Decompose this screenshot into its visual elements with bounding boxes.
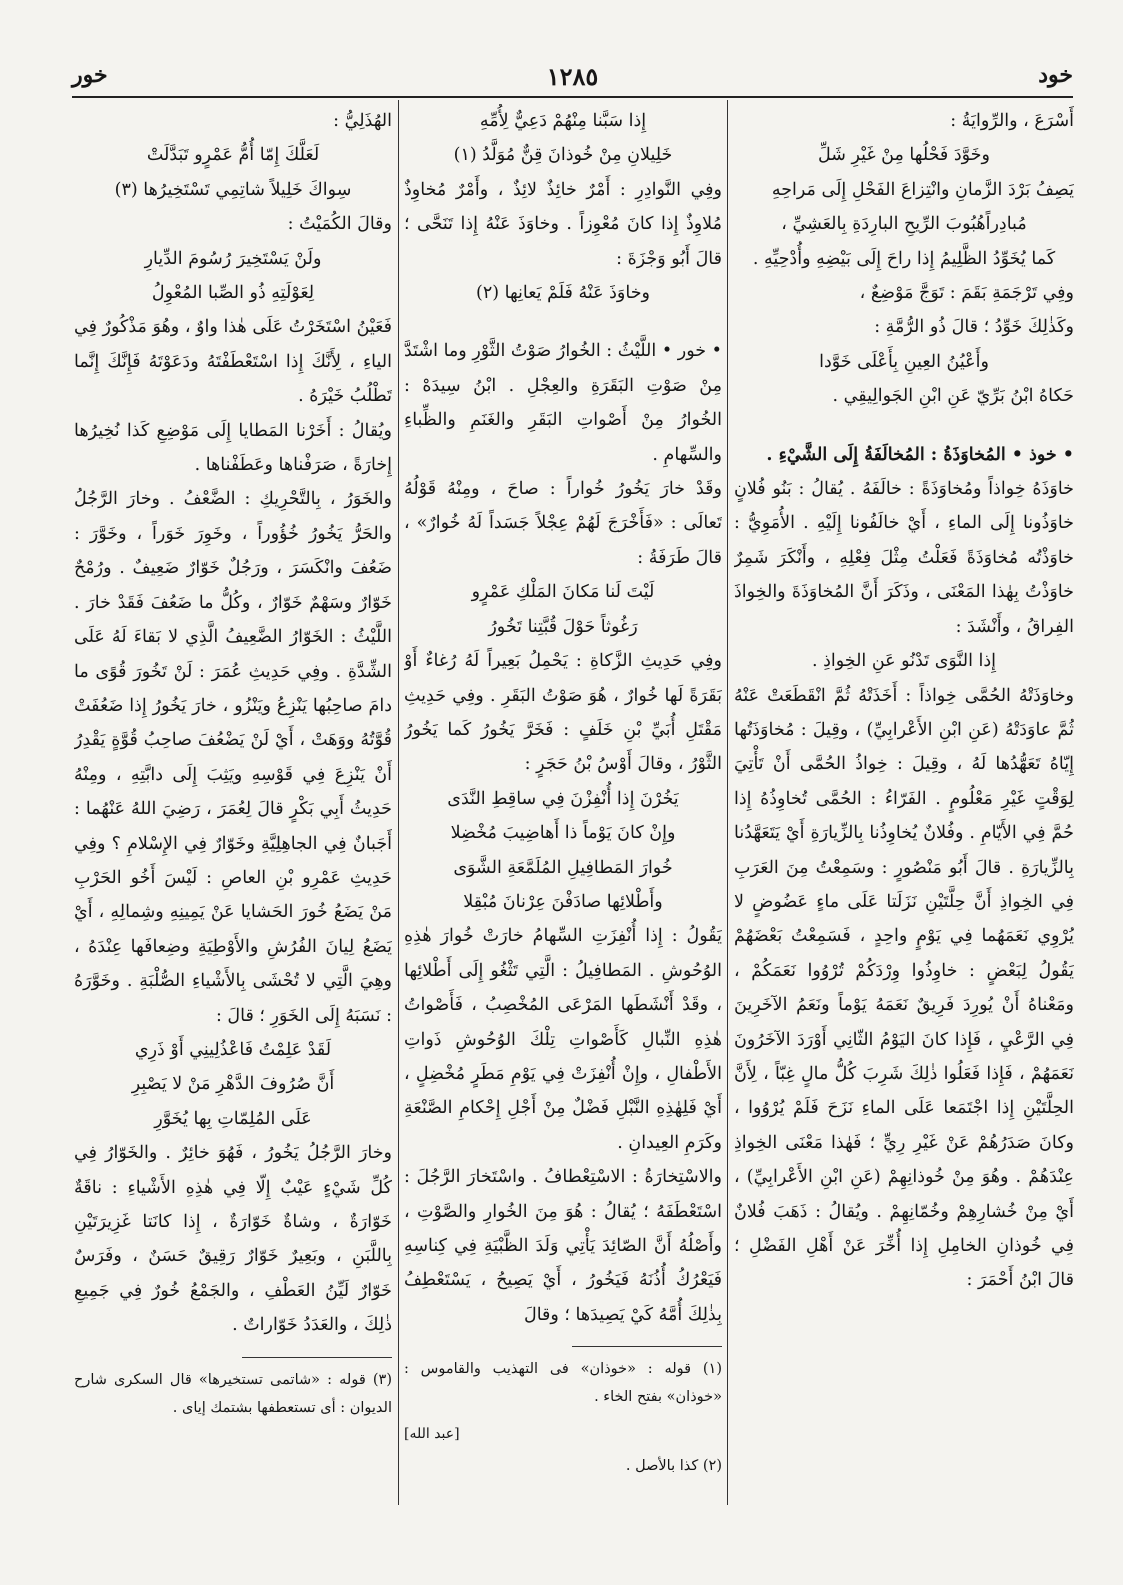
paragraph: يَقُولُ : إِذا أُنْفِزَتِ السِّهامُ خارَتْ خُوارَ هٰذِهِ الوُحُوشِ . المَطافِيلُ : الَّتِي تَثْغُو إِلَى أَطْلائِها ، وقَدْ أَنْشَطَها المَرْعَى المُخْصِبُ ، فَأَصْواتُ هٰذِهِ النِّبالِ كَأَصْواتِ تِلْكَ الوُحُوشِ ذَواتِ الأَطْفالِ ، وإِنْ أُنْفِزَتْ فِي يَوْمِ مَطَرٍ مُخْضِلٍ ، أَيْ فَلِهٰذِهِ النَّبْلِ فَضْلٌ مِنْ أَجْلِ إِحْكامِ الصَّنْعَةِ وكَرَمِ العِيدانِ . (404, 926, 722, 1153)
page-number: ١٢٨٥ (546, 62, 599, 91)
footnote-rule (242, 1357, 392, 1358)
verse-line: وأَطْلائِها صادَفْنَ عِرْنانَ مُبْقِلا (463, 891, 663, 912)
verse-line: خُوارَ المَطافِيلِ المُلَمَّعَةِ الشَّوَى (453, 857, 673, 878)
paragraph: والخَوَرُ ، بِالتَّحْرِيكِ : الضَّعْفُ . وخارَ الرَّجُلُ والحَرُّ يَخُورُ خُؤُوراً ، وخَوِرَ خَوَراً ، وخَوَّرَ : ضَعُفَ وانْكَسَرَ ، ورَجُلٌ خَوّارٌ ضَعِيفٌ . ورُمْحٌ خَوّارٌ وسَهْمٌ خَوّارٌ ، وكُلُّ ما ضَعُفَ فَقَدْ خارَ . اللَّيْثُ : الخَوّارُ الضَّعِيفُ الَّذِي لا بَقاءَ لَهُ عَلَى الشِّدَّةِ . وفِي حَدِيثِ عُمَرَ : لَنْ تَخُورَ قُوًى ما دامَ صاحِبُها يَنْزِعُ ويَنْزُو ، خارَ يَخُورُ إِذا ضَعُفَتْ قُوَّتُهُ ووَهَتْ ، أَيْ لَنْ يَضْعُفَ صاحِبُ قُوَّةٍ يَقْدِرُ أَنْ يَنْزِعَ فِي قَوْسِهِ ويَثِبَ إِلَى دابَّتِهِ ، ومِنْهُ حَدِيثُ أَبِي بَكْرٍ قالَ لِعُمَرَ ، رَضِيَ اللهُ عَنْهُما : أَجَبانٌ فِي الجاهِلِيَّةِ وخَوّارٌ فِي الإِسْلامِ ؟ وفِي حَدِيثِ عَمْرِو بْنِ العاصِ : لَيْسَ أَخُو الحَرْبِ مَنْ يَضَعُ خُورَ الحَشايا عَنْ يَمِينِهِ وشِمالِهِ ، أَيْ يَضَعُ لِيانَ الفُرُشِ والأَوْطِيَةِ وضِعافَها عِنْدَهُ ، وهِيَ الَّتِي لا تُحْشَى بِالأَشْياءِ الصُّلْبَةِ . وخَوَّرَهُ : نَسَبَهُ إِلَى الخَوَرِ ؛ قالَ : (74, 489, 392, 1026)
verse-line: إِذا النَّوَى تَدْنُو عَنِ الخِواذِ . (811, 651, 997, 672)
verse-line: مُبادِراًهُبُوبَ الرِّيحِ البارِدَةِ بِالعَشِيِّ ، (781, 214, 1027, 235)
text-line: حَكاهُ ابْنُ بَرِّيّ عَنِ ابْنِ الجَوالِيقِي . (832, 386, 1074, 407)
header-rule (72, 96, 1073, 98)
header-right-word: خود (1038, 62, 1073, 88)
verse-line: وخاوَذَ عَنْهُ فَلَمْ يَعانِها (٢) (476, 283, 650, 304)
verse-line: ولَنْ يَسْتَخِيرَ رُسُومَ الدِّيارِ (144, 248, 322, 269)
text-line: وفِي تَرْجَمَةِ بَقَمَ : تَوَجَّ مَوْضِعٌ ، (859, 283, 1074, 304)
verse-line: لَعَلَّكَ إِمّا أُمُّ عَمْرٍو تَبَدَّلَتْ (146, 145, 320, 166)
footnote-rule (572, 1346, 722, 1347)
paragraph: وفِي حَدِيثِ الزَّكاةِ : يَحْمِلُ بَعِيراً لَهُ رُغاءٌ أَوْ بَقَرَةً لَها خُوارٌ ، هُوَ صَوْتُ البَقَرِ . وفِي حَدِيثِ مَقْتَلِ أُبَيِّ بْنِ خَلَفٍ : فَخَرَّ يَخُورُ كَما يَخُورُ الثَّوْرُ ، وقالَ أَوْسُ بْنُ حَجَرٍ : (404, 651, 722, 775)
entry-heading-khwr: • خور • اللَّيْثُ : الخُوارُ صَوْتُ الثَّوْرِ وما اشْتَدَّ مِنْ صَوْتِ البَقَرَةِ والعِجْلِ . ابْنُ سِيدَهْ : الخُوارُ مِنْ أَصْواتِ البَقَرِ والغَنَمِ والظِّباءِ والسِّهامِ . (404, 341, 722, 465)
paragraph: خاوَذَهُ خِواذاً ومُخاوَذَةً : خالَفَهُ . يُقالُ : بَنُو فُلانٍ خاوَذُونا إِلَى الماءِ ، أَيْ خالَفُونا إِلَيْهِ . الأُمَوِيُّ : خاوَذْتُه مُخاوَذَةً فَعَلْتُ مِثْلَ فِعْلِهِ ، وأَنْكَرَ شَمِرٌ خاوَذْتُ بِهٰذا المَعْنَى ، وذَكَرَ أَنَّ المُخاوَذَةَ والخِواذَ الفِراقُ ، وأَنْشَدَ : (734, 479, 1074, 637)
paragraph: وخاوَذَتْهُ الحُمَّى خِواذاً : أَخَذَتْهُ ثُمَّ انْقَطَعَتْ عَنْهُ ثُمَّ عاوَدَتْهُ (عَنِ ابْنِ الأَعْرابِيِّ) ، وقِيلَ : مُخاوَذَتُها إِيّاهُ تَعَهُّدُها لَهُ ، وقِيلَ : خِواذُ الحُمَّى أَنْ تَأْتِيَ لِوَقْتٍ غَيْرِ مَعْلُومٍ . الفَرّاءُ : الحُمَّى تُخاوِذُهُ إِذا حُمَّ فِي الأَيّامِ . وفُلانٌ يُخاوِذُنا بِالزِّيارَةِ أَيْ يَتَعَهَّدُنا بِالزِّيارَةِ . قالَ أَبُو مَنْصُورٍ : وسَمِعْتُ مِنَ العَرَبِ فِي الخِواذِ أَنَّ حِلَّتَيْنِ نَزَلَتا عَلَى ماءٍ عَضُوضٍ لا يُرْوِي نَعَمَهُما فِي يَوْمٍ واحِدٍ ، فَسَمِعْتُ بَعْضَهُمْ يَقُولُ لِبَعْضٍ : خاوِذُوا وِرْدَكُمْ تُرْوُوا نَعَمَكُمْ ، ومَعْناهُ أَنْ يُورِدَ فَرِيقٌ نَعَمَهُ يَوْماً ونَعَمُ الآخَرِينَ فِي الرَّعْيِ ، فَإِذا كانَ اليَوْمُ الثّانِي أَوْرَدَ الآخَرُونَ نَعَمَهُمْ ، فَإِذا فَعَلُوا ذٰلِكَ شَرِبَ كُلُّ مالٍ غِبّاً ، لِأَنَّ الحِلَّتَيْنِ إِذا اجْتَمَعا عَلَى الماءِ نَزَحَ فَلَمْ يُرْوُوا ، وكانَ صَدَرُهُمْ عَنْ غَيْرِ رِيٍّ ؛ فَهٰذا مَعْنَى الخِواذِ عِنْدَهُمْ . وهُوَ مِنْ خُوذانِهِمْ (عَنِ ابْنِ الأَعْرابِيِّ) ، أَيْ مِنْ خُشارِهِمْ وخُمّانِهِمْ . ويُقالُ : ذَهَبَ فُلانٌ فِي خُوذانِ الخامِلِ إِذا أُخِّرَ عَنْ أَهْلِ الفَضْلِ ؛ قالَ ابْنُ أَحْمَرَ : (734, 685, 1074, 1291)
text-line: وكَذٰلِكَ خَوِّدُ ؛ قالَ ذُو الرُّمَّةِ : (874, 317, 1074, 338)
text-line: الهُذَلِيُّ : (333, 111, 392, 131)
verse-line: وإِنْ كانَ يَوْماً ذا أَهاضِيبَ مُخْضِلا (450, 823, 676, 844)
verse-line: أَنَّ صُرُوفَ الدَّهْرِ مَنْ لا يَصْبِرِ (131, 1074, 335, 1095)
verse-line: إِذا سَبَّنا مِنْهُمْ دَعِيٌّ لِأُمِّهِ (479, 111, 647, 131)
text-line: وقالَ الكُمَيْتُ : (287, 214, 392, 235)
entry-heading-khwdh: • خوذ • المُخاوَذَةُ : المُخالَفَةُ إِلَى الشَّيْءِ . (766, 444, 1074, 465)
paragraph: ويُقالُ : أَخَرْنا المَطايا إِلَى مَوْضِعِ كَذا نُخِيرُها إِخارَةً ، صَرَفْناها وعَطَفْناها . (74, 420, 392, 476)
column-separator (727, 100, 728, 1505)
verse-line: لَيْتَ لَنا مَكانَ المَلْكِ عَمْرٍو (471, 582, 655, 603)
verse-line: خَلِيلانِ مِنْ خُوذانَ قِنٌّ مُوَلَّدُ (١) (453, 145, 673, 166)
verse-line: لَقَدْ عَلِمْتُ فَاعْذُلِينِي أَوْ ذَرِي (134, 1039, 332, 1060)
text-line: أَسْرَعَ ، والرِّوايَةُ : (950, 111, 1074, 131)
column-separator (398, 100, 399, 1505)
paragraph: وفِي النَّوادِرِ : أَمْرٌ خائِذٌ لائِذٌ ، وأَمْرٌ مُخاوِذٌ مُلاوِذٌ إِذا كانَ مُعْوِزاً . وخاوَذَ عَنْهُ إِذا تَنَحَّى ؛ قالَ أَبُو وَجْزَةَ : (404, 179, 722, 269)
column-left (74, 104, 392, 1504)
footnote: (٢) كذا بالأصل . (625, 1457, 722, 1474)
footnote: (١) قوله : «خوذان» فى التهذيب والقاموس : «خوذان» بفتح الخاء . (404, 1361, 722, 1406)
verse-line: سِواكَ خَلِيلاً شاتِمِي تَسْتَخِيرُها (٣) (114, 179, 352, 200)
paragraph: والاسْتِخارَةُ : الاسْتِعْطافُ . واسْتَخارَ الرَّجُلَ : اسْتَعْطَفَهُ ؛ يُقالُ : هُوَ مِنَ الخُوارِ والصَّوْتِ ، وأَصْلُهُ أَنَّ الصّائِدَ يَأْتِي وَلَدَ الظَّبْيَةِ فِي كِناسِهِ فَيَعْرُكُ أُذُنَهُ فَيَخُورُ ، أَيْ يَصِيحُ ، يَسْتَعْطِفُ بِذٰلِكَ أُمَّهُ كَيْ يَصِيدَها ؛ وقالَ (404, 1167, 722, 1325)
verse-line: يَخُرْنَ إِذا أُنْفِزْنَ فِي ساقِطِ النَّدَى (447, 788, 679, 809)
column-middle (404, 104, 722, 1504)
verse-line: عَلَى المُلِمّاتِ بِها يُخَوَّرِ (154, 1108, 312, 1129)
paragraph: فَعَيْنُ اسْتَخَرْتُ عَلَى هٰذا واوٌ ، وهُوَ مَذْكُورٌ فِي الياءِ ، لِأَنَّكَ إِذا اسْتَعْطَفْتَهُ ودَعَوْتَهُ فَإِنَّكَ إِنَّما تَطْلُبُ خَيْرَهُ . (74, 317, 392, 407)
paragraph: وقَدْ خارَ يَخُورُ خُواراً : صاحَ ، ومِنْهُ قَوْلُهُ تَعالَى : «فَأَخْرَجَ لَهُمْ عِجْلاً جَسَداً لَهُ خُوارٌ» ، قالَ طَرَفَةُ : (404, 479, 722, 568)
verse-line: لِعَوْلَتِهِ ذُو الصِّبا المُعْوِلُ (151, 283, 315, 304)
column-right (734, 104, 1074, 1504)
editor-signature: [عبد الله] (404, 1426, 460, 1443)
footnote: (٣) قوله : «شاتمى تستخيرها» قال السكرى شارح الديوان : أى تستعطفها بشتمك إياى . (74, 1371, 392, 1416)
verse-line: وخَوَّدَ فَحْلُها مِنْ غَيْرِ شَلِّ (818, 145, 990, 166)
header-left-word: خور (72, 62, 108, 88)
paragraph: وخارَ الرَّجُلُ يَخُورُ ، فَهُوَ خائِرٌ . والخَوّارُ فِي كُلِّ شَيْءٍ عَيْبٌ إِلّا فِي هٰذِهِ الأَشْياءِ : ناقَةٌ خَوّارَةٌ ، وشاةٌ خَوّارَةٌ ، إِذا كانَتا غَزِيرَتَيْنِ بِاللَّبَنِ ، وبَعِيرٌ خَوّارٌ رَقِيقٌ حَسَنٌ ، وفَرَسٌ خَوّارٌ لَيِّنُ العَطْفِ ، والجَمْعُ خُورٌ فِي جَمِيعِ ذٰلِكَ ، والعَدَدُ خَوّاراتٌ . (74, 1143, 392, 1336)
verse-line: وأَعْيُنُ العِينِ بِأَعْلَى خَوَّدا (819, 351, 989, 372)
text-line: يَصِفُ بَرْدَ الزَّمانِ وانْتِزاعَ الفَحْلِ إِلَى مَراحِهِ (771, 179, 1074, 200)
verse-line: رَغُوثاً حَوْلَ قُبَّتِنا تَخُورُ (488, 616, 638, 637)
verse-line: كَما يُخَوِّدُ الظَّلِيمُ إِذا راحَ إِلَى بَيْضِهِ وأُدْحِيِّهِ . (752, 248, 1056, 269)
